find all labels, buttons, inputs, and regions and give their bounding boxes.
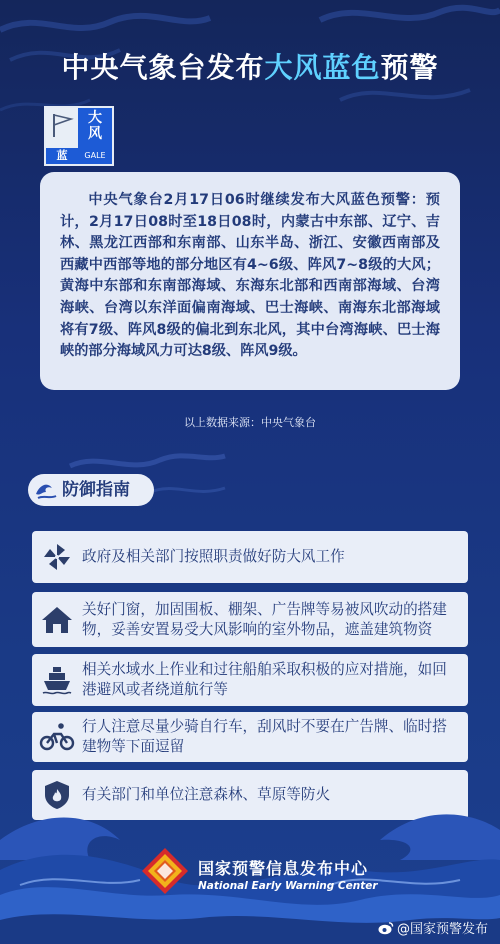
guide-item [32,654,468,706]
org-name-en: National Early Warning Center [198,880,378,892]
warning-type: 大风 [88,110,102,142]
house-icon [40,605,74,635]
cyclist-icon [39,722,75,752]
ship-icon [41,664,73,696]
warning-level: 蓝 [46,148,78,164]
pinwheel-icon [41,541,73,573]
guide-item-text: 政府及相关部门按照职责做好防大风工作 [82,548,345,565]
warning-notice-text: 中央气象台2月17日06时继续发布大风蓝色预警：预计，2月17日08时至18日08时，内蒙古中东部、辽宁、吉林、黑龙江西部和东南部、山东半岛、浙江、安徽西南部及西藏中西部等地的部分地区有4~6级、阵风7~8级的大风；黄海中东部和东南部海域、东海东北部和西南部海域、台湾海峡、台湾以东洋面偏南海域、巴士海峡、南海东北部海域将有7级、阵风8级的偏北到东北风，其中台湾海峡、巴士海峡的部分海域风力可达8级、阵风9级。 [60,192,440,360]
organization-name [198,856,378,892]
org-name-cn: 国家预警信息发布中心 [198,859,369,878]
guide-item-text: 关好门窗，加固围板、棚架、广告牌等易被风吹动的搭建物，妥善安置易受大风影响的室外物品，遮盖建筑物资 [82,600,447,638]
page-title: 中央气象台发布大风蓝色预警 [61,51,439,84]
guide-item-text: 相关水域水上作业和过往船舶采取积极的应对措施，如回港避风或者绕道航行等 [82,661,447,698]
guide-title: 防御指南 [28,474,154,506]
guide-item-text: 有关部门和单位注意森林、草原等防火 [82,786,331,803]
wave-icon [34,480,58,500]
warning-badge [44,106,114,166]
nwec-logo-icon [140,846,190,896]
weibo-watermark: @国家预警发布 [378,918,488,937]
warning-notice-card [40,172,460,390]
weibo-icon [378,921,394,935]
guide-item [32,712,468,762]
guide-item-text: 行人注意尽量少骑自行车，刮风时不要在广告牌、临时搭建物等下面逗留 [82,718,447,755]
guide-item [32,592,468,647]
warning-type-en: GALE [84,148,105,164]
data-source: 以上数据来源：中央气象台 [184,416,316,429]
guide-item [32,531,468,583]
title-highlight: 大风蓝色 [264,51,381,84]
wind-flag-icon [50,112,74,138]
